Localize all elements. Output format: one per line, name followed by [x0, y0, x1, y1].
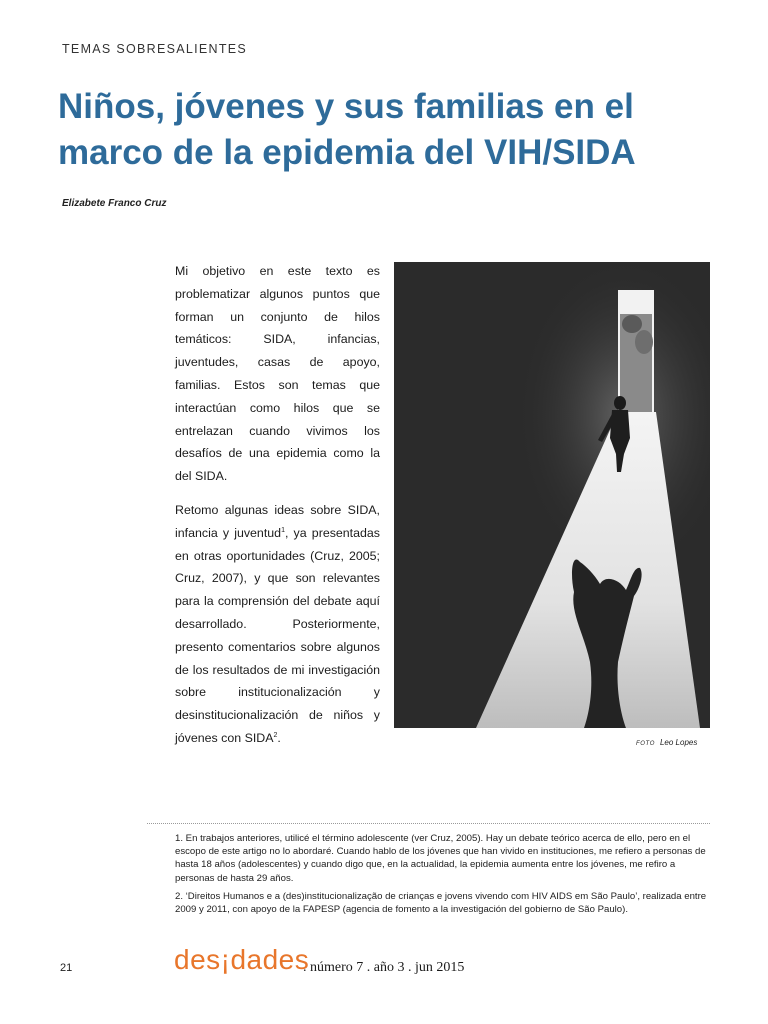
issue-info: . número 7 . año 3 . jun 2015 [303, 960, 465, 975]
corridor-photo [394, 262, 710, 728]
article-title: Niños, jóvenes y sus familias en el marco de la epidemia del VIH/SIDA [58, 87, 636, 172]
paragraph-2-text-b: , ya presentadas en otras oportunidades (Cruz, 2005; Cruz, 2007), y que son relevantes para la comprensión del debate aquí desarrollado. Posteriormente, presento comentarios sobre algunos de los resultados de mi investigación sobre institucionalización y desinstitucionalización de niños y jóvenes con SIDA [175, 525, 380, 745]
footnote-ref-2[interactable]: 2 [273, 731, 278, 739]
paragraph-2-end: . [277, 730, 281, 745]
photo-credit-name: Leo Lopes [659, 738, 698, 747]
magazine-logo: des¡dades [174, 944, 310, 975]
paragraph-1: Mi objetivo en este texto es problematizar algunos puntos que forman un conjunto de hilos temáticos: SIDA, infancias, juventudes, casas de apoyo, familias. Estos son temas que interactúan como hilos que se entrelazan cuando vivimos los desafíos de una epidemia como la del SIDA. [175, 264, 380, 484]
page-number: 21 [60, 962, 73, 974]
section-label: TEMAS SOBRESALIENTES [62, 42, 248, 56]
footnote-1: 1. En trabajos anteriores, utilicé el término adolescente (ver Cruz, 2005). Hay un debate teórico acerca de ello, pero en el escopo de este artigo no lo abordaré. Cuando hablo de los jóvenes que han vivido en instituciones, me refiero a personas de hasta 18 años (adolescentes) y cuando digo que, en la actualidad, la epidemia aumenta entre los jóvenes, me refiro a personas de hasta 29 años. [175, 833, 706, 884]
footnote-2: 2. ‘Direitos Humanos e a (des)institucionalização de crianças e jovens vivendo com HIV AIDS em São Paulo’, realizada entre 2009 y 2011, con apoyo de la FAPESP (agencia de fomento a la investigación del gobierno de São Paulo). [175, 890, 707, 916]
author-name: Elizabete Franco Cruz [62, 198, 167, 209]
article-body [175, 260, 380, 761]
photo-credit-label: FOTO [636, 741, 655, 747]
footnote-divider [147, 823, 710, 824]
photo-credit [636, 738, 697, 747]
paragraph-2 [175, 499, 380, 750]
footnotes [175, 832, 711, 921]
footnote-ref-1[interactable]: 1 [281, 526, 285, 534]
paragraph-2-text-a: Retomo algunas ideas sobre SIDA, infancia y juventud [175, 502, 380, 540]
